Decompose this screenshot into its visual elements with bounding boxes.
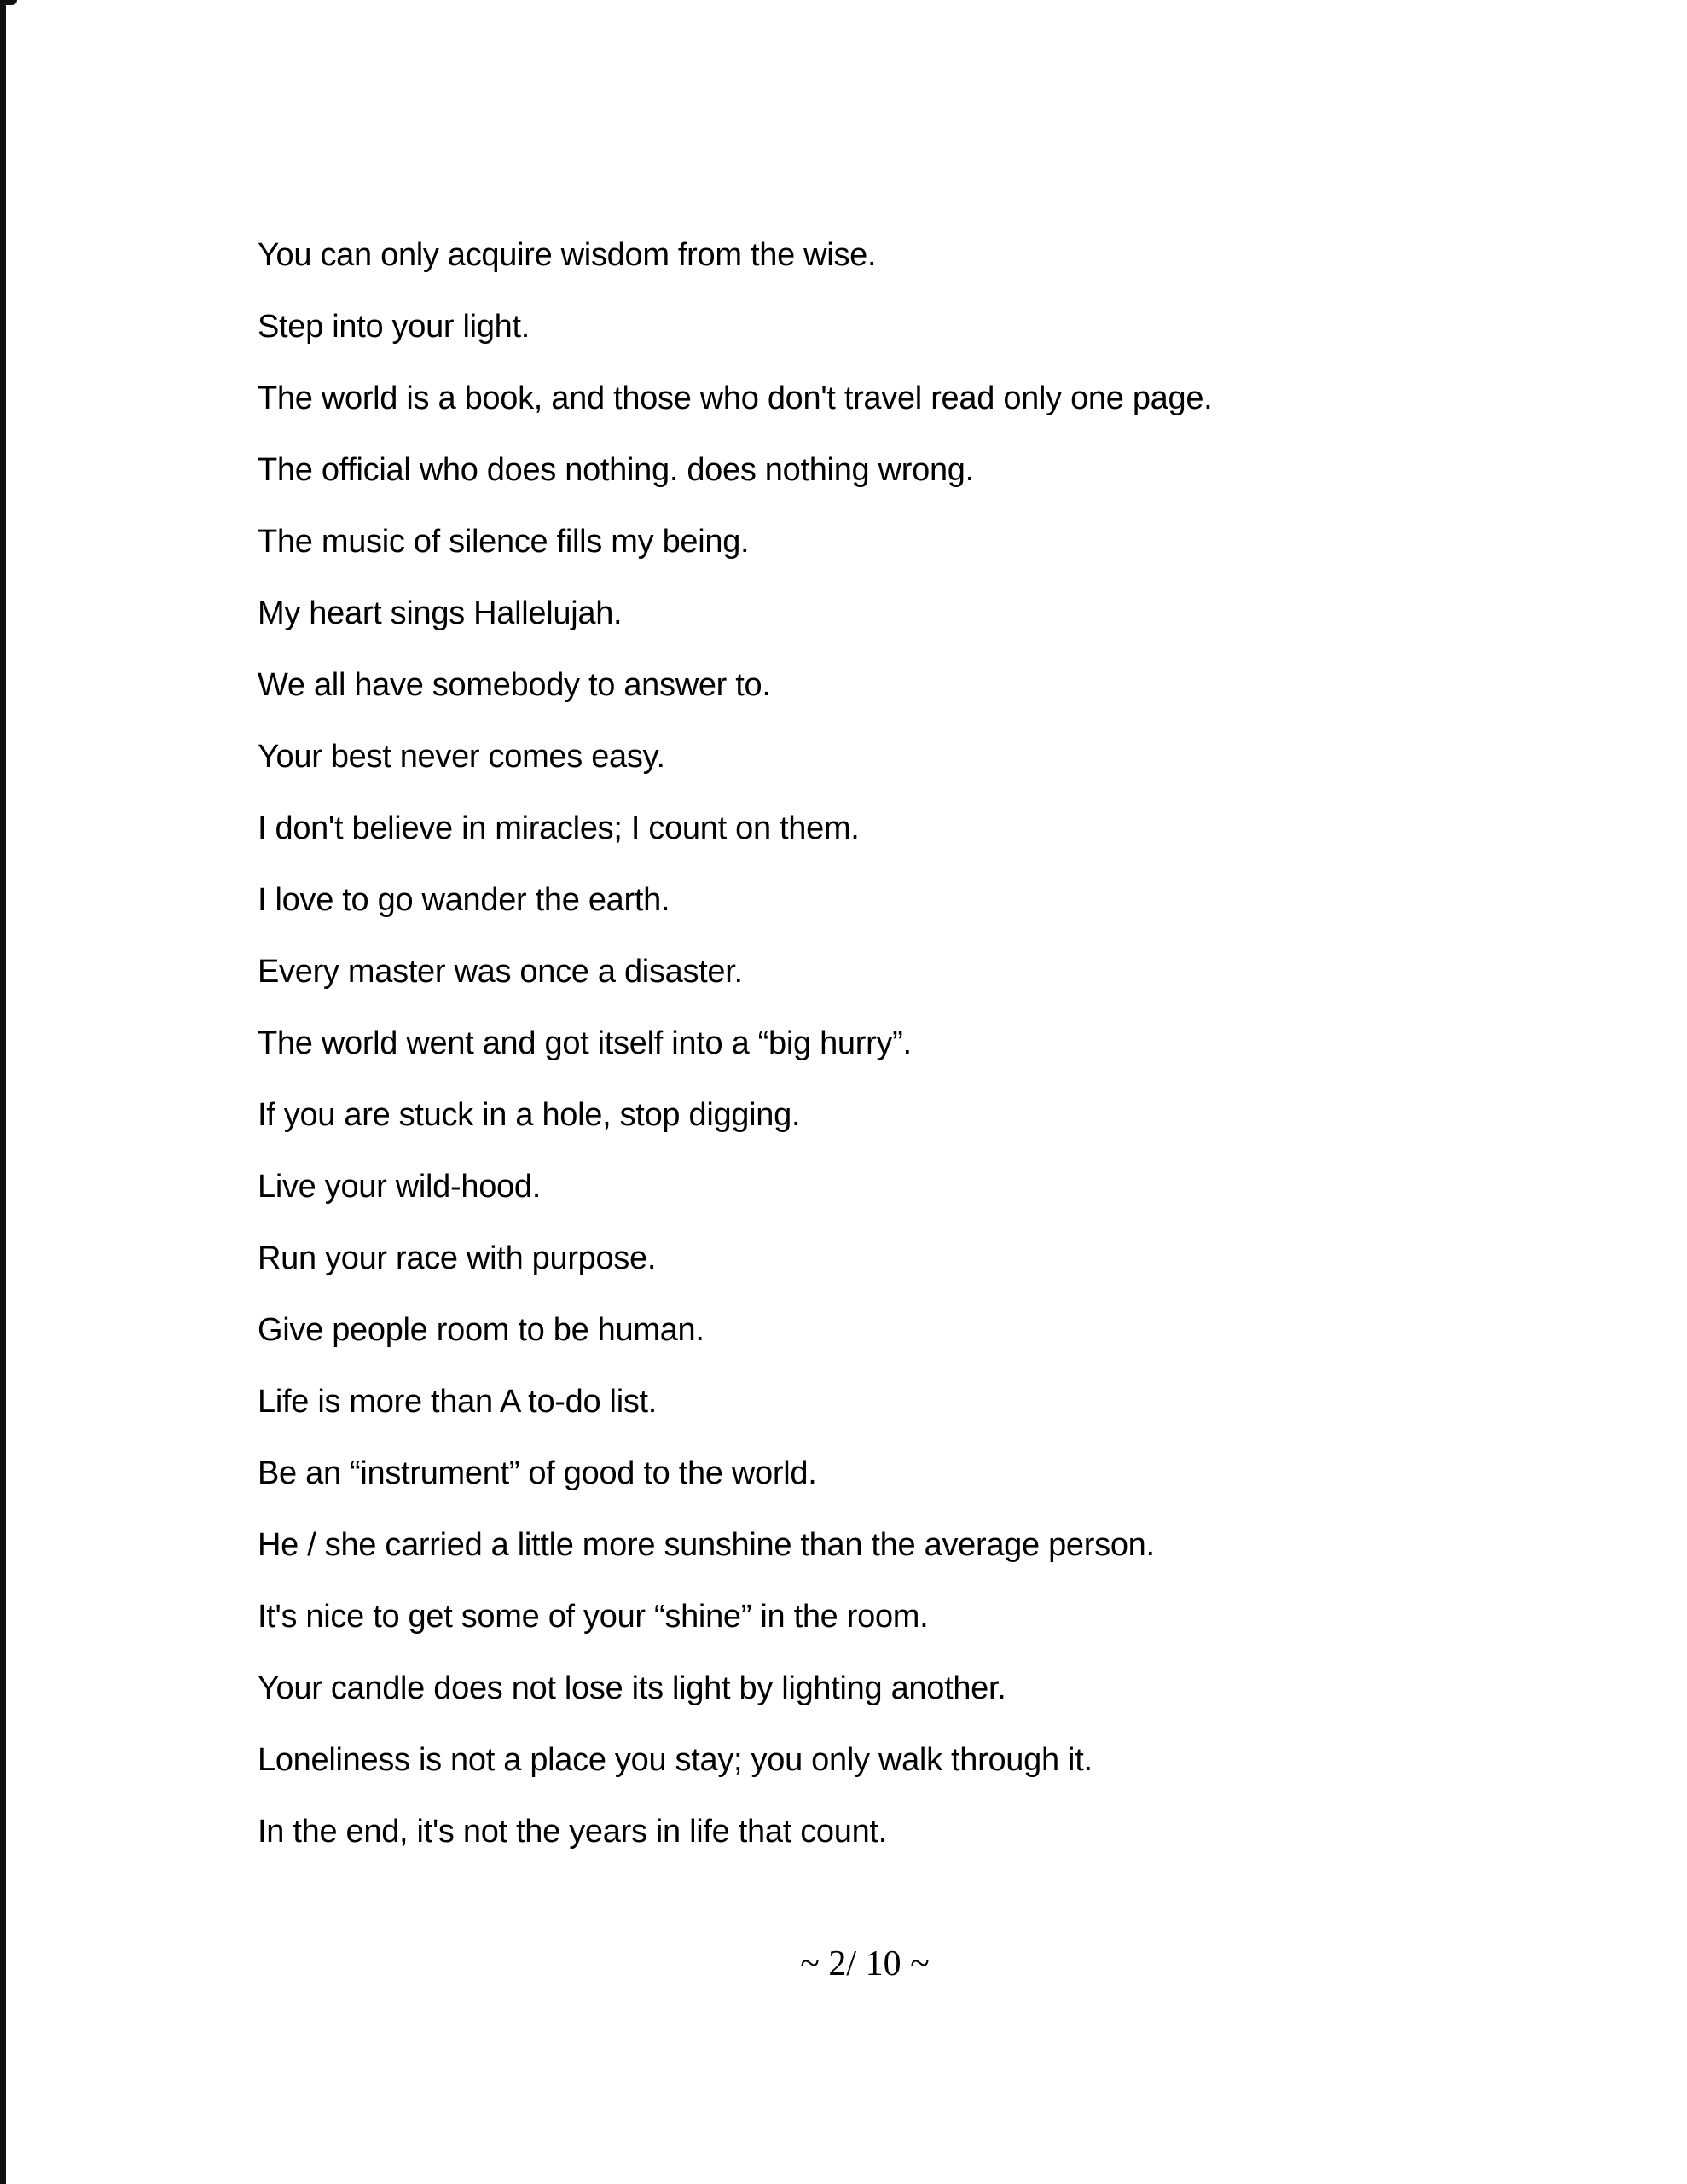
quote-line: We all have somebody to answer to. [258, 667, 771, 703]
quote-line: The world is a book, and those who don't travel read only one page. [258, 380, 1213, 416]
quote-line: Be an “instrument” of good to the world. [258, 1455, 817, 1491]
scan-edge-shadow [0, 0, 6, 2184]
quote-line: He / she carried a little more sunshine than the average person. [258, 1527, 1155, 1563]
quote-line: I love to go wander the earth. [258, 882, 670, 918]
page-number: ~ 2/ 10 ~ [800, 1944, 930, 1984]
quote-line: The music of silence fills my being. [258, 524, 750, 560]
quote-line: If you are stuck in a hole, stop digging. [258, 1097, 801, 1133]
quote-line: Live your wild-hood. [258, 1169, 541, 1205]
quote-line: Give people room to be human. [258, 1312, 704, 1348]
quote-line: It's nice to get some of your “shine” in the room. [258, 1599, 929, 1635]
quote-line: Step into your light. [258, 309, 530, 345]
quote-line: Run your race with purpose. [258, 1240, 657, 1276]
quote-line: Your best never comes easy. [258, 739, 665, 775]
quote-line: The official who does nothing. does nothing wrong. [258, 452, 974, 488]
quote-line: Loneliness is not a place you stay; you only walk through it. [258, 1742, 1093, 1778]
quote-line: Your candle does not lose its light by lighting another. [258, 1670, 1006, 1706]
quote-line: Every master was once a disaster. [258, 954, 743, 990]
quote-line: Life is more than A to-do list. [258, 1384, 658, 1420]
quote-line: My heart sings Hallelujah. [258, 595, 623, 631]
quote-line: I don't believe in miracles; I count on them. [258, 810, 860, 846]
quote-line: In the end, it's not the years in life that count. [258, 1814, 887, 1850]
quote-line: You can only acquire wisdom from the wise. [258, 237, 877, 273]
scan-corner-shadow [0, 0, 17, 5]
quote-line: The world went and got itself into a “big hurry”. [258, 1025, 912, 1061]
